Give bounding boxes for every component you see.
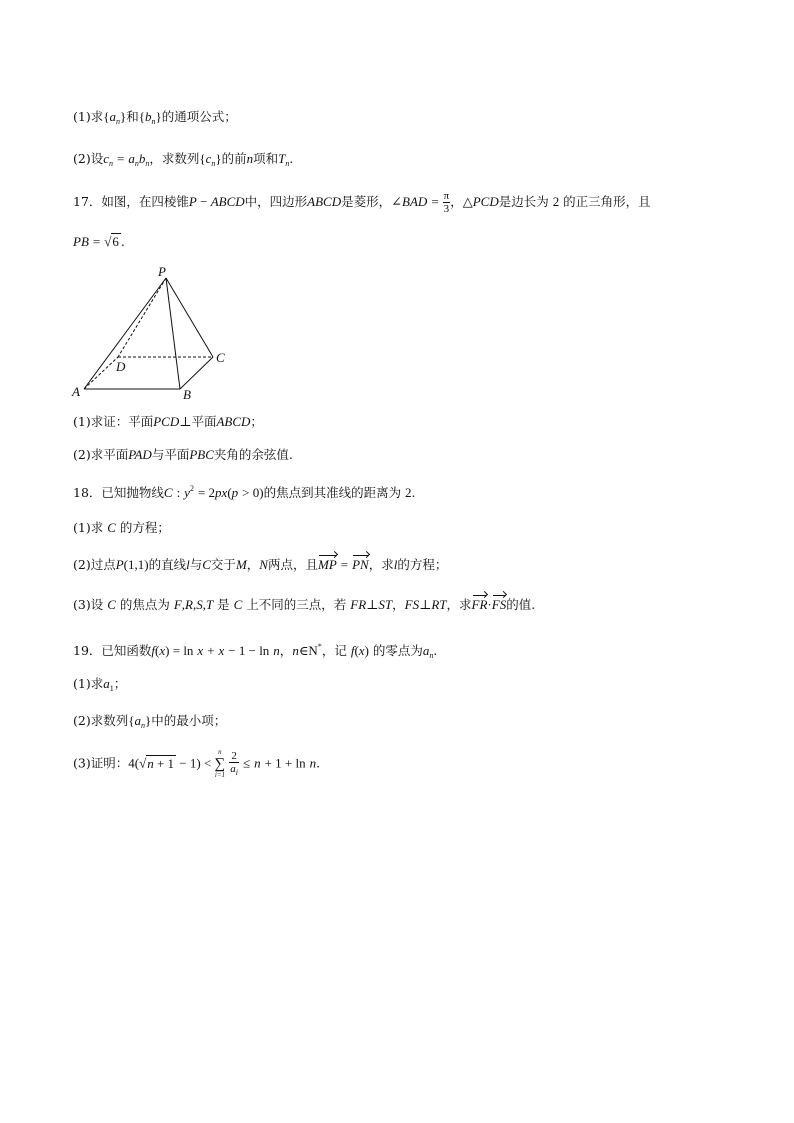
q18-stem: 18．已知抛物线C : $y^2 = 2px(p > 0)$的焦点到其准线的距离为 2. xyxy=(73,484,416,500)
q16-part2: (2)设$c_n = a_nb_n$，求数列$\{c_n\}$的前n项和$T_n$. xyxy=(73,151,294,168)
pyramid-figure xyxy=(68,264,238,404)
q18-part3: (3)设 C 的焦点为 F,R,S,T 是 C 上不同的三点，若 FR⊥ST，FS⊥RT，求FR·FS的值. xyxy=(73,597,536,612)
q17-part1: (1)求证：平面PCD⊥平面ABCD； xyxy=(73,414,263,429)
q19-part3: (3)证明：4(√n + 1 − 1) < n ∑ i=1 $\frac{2}{a_i}$ ≤ n + 1 + ln n. xyxy=(73,748,321,779)
label-p: P xyxy=(158,264,166,279)
label-c: C xyxy=(216,350,225,365)
q17-stem-cont: PB = √6 . xyxy=(73,234,125,249)
q16-part1: (1)求$\{a_n\}$和$\{b_n\}$的通项公式； xyxy=(73,109,237,126)
q19-part2: (2)求数列$\{a_n\}$中的最小项； xyxy=(73,713,227,730)
label-d: D xyxy=(116,359,126,374)
q19-part1: (1)求$a_1$； xyxy=(73,676,127,693)
q17-stem: 17．如图，在四棱锥P − ABCD中，四边形ABCD是菱形，∠BAD = $\frac{\pi}{3}$ ，△PCD是边长为 2 的正三角形，且 xyxy=(73,190,651,215)
q19-stem: 19．已知函数f(x) = ln x + x − 1 − ln n，n∈N*，记 f(x) 的零点为$a_n$. xyxy=(73,642,438,660)
label-b: B xyxy=(183,387,191,402)
q18-part1: (1)求 C 的方程； xyxy=(73,520,170,535)
q18-part2: (2)过点P(1,1)的直线l与C交于M，N两点，且MP = PN，求l的方程； xyxy=(73,557,448,572)
q17-part2: (2)求平面PAD与平面PBC夹角的余弦值. xyxy=(73,447,293,462)
label-a: A xyxy=(72,384,80,399)
